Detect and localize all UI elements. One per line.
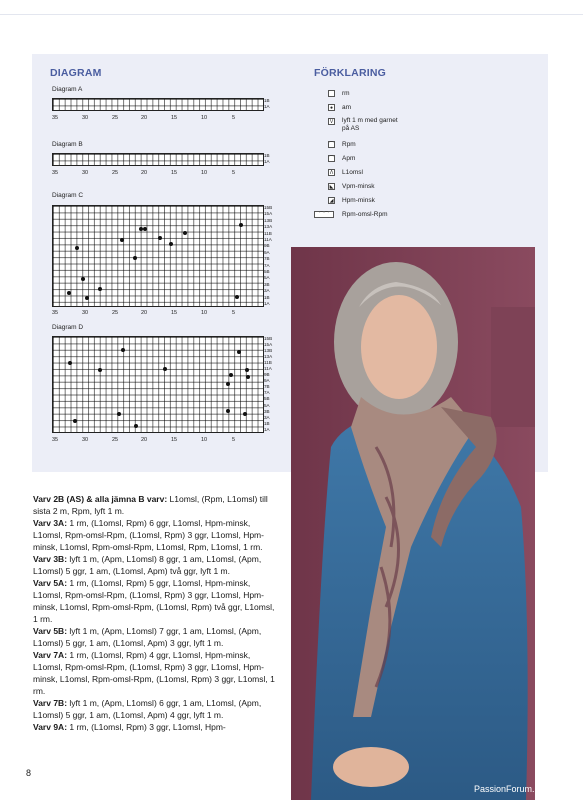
dot-icon: ●: [329, 105, 334, 111]
empty-square-icon: [328, 90, 335, 97]
row-instruction: lyft 1 m, (Apm, L1omsl) 8 ggr, 1 am, L1omsl, (Apm, L1omsl) 5 ggr, 1 am, (L1omsl, Apm) två ggr, lyft 1 m.: [33, 554, 262, 576]
stitch-dot: [98, 287, 102, 291]
stitch-dot: [85, 296, 89, 300]
row-label: 3A: [264, 288, 270, 294]
diagram-c-label: Diagram C: [52, 192, 84, 199]
row-label: 9B: [264, 243, 270, 249]
stitch-dot: [81, 277, 85, 281]
row-label: 9B: [264, 372, 270, 378]
row-heading: Varv 7B:: [33, 698, 68, 708]
diagram-c-chart: [52, 205, 264, 307]
instruction-paragraph: [33, 649, 281, 697]
row-label: 1B: [264, 420, 270, 426]
stitch-dot: [226, 409, 230, 413]
instruction-paragraph: [33, 697, 281, 721]
row-label: 1A: [264, 301, 270, 307]
row-label: 15B: [264, 205, 273, 210]
diagram-d-x-axis: 35 30 25 20 15 10 5: [52, 437, 236, 443]
row-label: 5B: [264, 269, 270, 275]
row-instruction: L1omsl, (Rpm, L1omsl) till sista 2 m, Rpm, lyft 1 m.: [33, 494, 268, 516]
stitch-dot: [235, 295, 239, 299]
legend-heading: FÖRKLARING: [314, 67, 386, 79]
arch-icon: ⌒: [329, 142, 335, 148]
stitch-dot: [183, 231, 187, 235]
left-decrease-icon: ◣: [329, 184, 334, 190]
stitch-dot: [68, 361, 72, 365]
row-instruction: 1 rm, (L1omsl, Rpm) 5 ggr, L1omsl, Hpm-minsk, L1omsl, Rpm-omsl-Rpm, (L1omsl, Rpm) 3 ggr, L1omsl, Hpm-minsk, L1omsl, Rpm-omsl-Rpm, (L1omsl, Rpm) två ggr, L1omsl, 1 rm.: [33, 578, 275, 624]
stitch-dot: [67, 291, 71, 295]
row-label: 5A: [264, 275, 270, 281]
row-heading: Varv 2B (AS) & alla jämna B varv:: [33, 494, 168, 504]
row-label: 15A: [264, 342, 273, 348]
row-instruction: 1 rm, (L1omsl, Rpm) 6 ggr, L1omsl, Hpm-minsk, L1omsl, Rpm-omsl-Rpm, (L1omsl, Rpm) 3 ggr, L1omsl, Hpm-minsk, L1omsl, Rpm-omsl-Rpm, L1omsl, Rpm, L1omsl, 1 rm.: [33, 518, 264, 552]
stitch-dot: [226, 382, 230, 386]
top-border: [0, 0, 583, 15]
row-instruction: 1 rm, (L1omsl, Rpm) 3 ggr, L1omsl, Hpm-: [67, 722, 226, 732]
diagram-a-x-axis: 35 30 25 20 15 10 5: [52, 115, 236, 121]
row-label: 7A: [264, 262, 270, 268]
row-label: 15A: [264, 211, 273, 217]
row-label: 7B: [264, 256, 270, 262]
diagram-c-x-axis: 35 30 25 20 15 10 5: [52, 310, 236, 316]
stitch-dot: [243, 412, 247, 416]
row-label: 13A: [264, 224, 273, 230]
stitch-dot: [246, 375, 250, 379]
watermark: PassionForum.ru: [474, 784, 543, 794]
row-label: 11B: [264, 360, 272, 366]
diagram-a-chart: [52, 98, 264, 111]
instructions-text: [33, 493, 281, 733]
stitch-dot: [229, 373, 233, 377]
row-heading: Varv 5B:: [33, 626, 68, 636]
stitch-dot: [98, 368, 102, 372]
stitch-dot: [169, 242, 173, 246]
row-label: 1B: [264, 294, 270, 300]
stitch-dot: [120, 238, 124, 242]
stitch-dot: [133, 256, 137, 260]
diagram-d-label: Diagram D: [52, 324, 84, 331]
row-label: 13B: [264, 217, 273, 223]
row-heading: Varv 7A:: [33, 650, 68, 660]
row-heading: Varv 9A:: [33, 722, 68, 732]
stitch-dot: [117, 412, 121, 416]
row-label: 3A: [264, 414, 270, 420]
diagram-a-row-labels: 1B 1A: [264, 98, 270, 110]
row-label: 11A: [264, 237, 272, 243]
row-instruction: 1 rm, (L1omsl, Rpm) 4 ggr, L1omsl, Hpm-minsk, L1omsl, Rpm-omsl-Rpm, (L1omsl, Rpm) 3 ggr, L1omsl, Hpm-minsk, L1omsl, Rpm-omsl-Rpm, (L1omsl, Rpm) 3 ggr, L1omsl, 1 rm.: [33, 650, 275, 696]
instruction-paragraph: [33, 577, 281, 625]
row-heading: Varv 3B:: [33, 554, 68, 564]
stitch-dot: [139, 227, 143, 231]
arch-dot-icon: ⌒: [329, 156, 335, 162]
row-label: 7B: [264, 384, 270, 390]
stitch-dot: [75, 246, 79, 250]
row-label: 3B: [264, 281, 270, 287]
v-icon: V: [329, 119, 334, 125]
lift-icon: Λ: [329, 170, 334, 176]
row-label: 11B: [264, 230, 272, 236]
diagram-d-row-labels: [264, 336, 272, 433]
diagram-b-row-labels: 1B 1A: [264, 153, 270, 165]
instruction-paragraph: [33, 493, 281, 517]
photo-illustration: [291, 247, 535, 800]
stitch-dot: [134, 424, 138, 428]
instruction-paragraph: [33, 553, 281, 577]
row-instruction: lyft 1 m, (Apm, L1omsl) 6 ggr, 1 am, L1omsl, (Apm, L1omsl) 5 ggr, 1 am, (L1omsl, Apm) 4 ggr, lyft 1 m.: [33, 698, 262, 720]
instruction-paragraph: [33, 517, 281, 553]
stitch-dot: [73, 419, 77, 423]
stitch-dot: [143, 227, 147, 231]
row-label: 13B: [264, 348, 273, 354]
row-label: 3B: [264, 408, 270, 414]
diagram-c-row-labels: [264, 205, 272, 308]
page-number: 8: [26, 768, 32, 778]
stitch-dot: [239, 223, 243, 227]
diagram-heading: DIAGRAM: [50, 67, 102, 79]
instruction-paragraph: [33, 721, 281, 733]
stitch-dot: [237, 350, 241, 354]
row-label: 9A: [264, 249, 270, 255]
row-label: 1A: [264, 426, 270, 432]
model-photo: [291, 247, 535, 800]
row-label: 15B: [264, 336, 273, 341]
row-heading: Varv 5A:: [33, 578, 68, 588]
row-heading: Varv 3A:: [33, 518, 68, 528]
stitch-dot: [245, 368, 249, 372]
stitch-dot: [163, 367, 167, 371]
double-arch-icon: ⌒⌒: [314, 211, 334, 218]
row-label: 5B: [264, 396, 270, 402]
diagram-d-chart: [52, 336, 264, 433]
row-label: 5A: [264, 402, 270, 408]
right-decrease-icon: ◢: [329, 198, 334, 204]
stitch-dot: [158, 236, 162, 240]
stitch-dot: [121, 348, 125, 352]
row-instruction: lyft 1 m, (Apm, L1omsl) 7 ggr, 1 am, L1omsl, (Apm, L1omsl) 5 ggr, 1 am, (L1omsl, Apm) 3 ggr, lyft 1 m.: [33, 626, 262, 648]
instruction-paragraph: [33, 625, 281, 649]
row-label: 9A: [264, 378, 270, 384]
row-label: 11A: [264, 366, 272, 372]
diagram-a-label: Diagram A: [52, 86, 83, 93]
diagram-b-chart: [52, 153, 264, 166]
diagram-b-label: Diagram B: [52, 141, 83, 148]
diagram-b-x-axis: 35 30 25 20 15 10 5: [52, 170, 236, 176]
row-label: 7A: [264, 390, 270, 396]
row-label: 13A: [264, 354, 273, 360]
